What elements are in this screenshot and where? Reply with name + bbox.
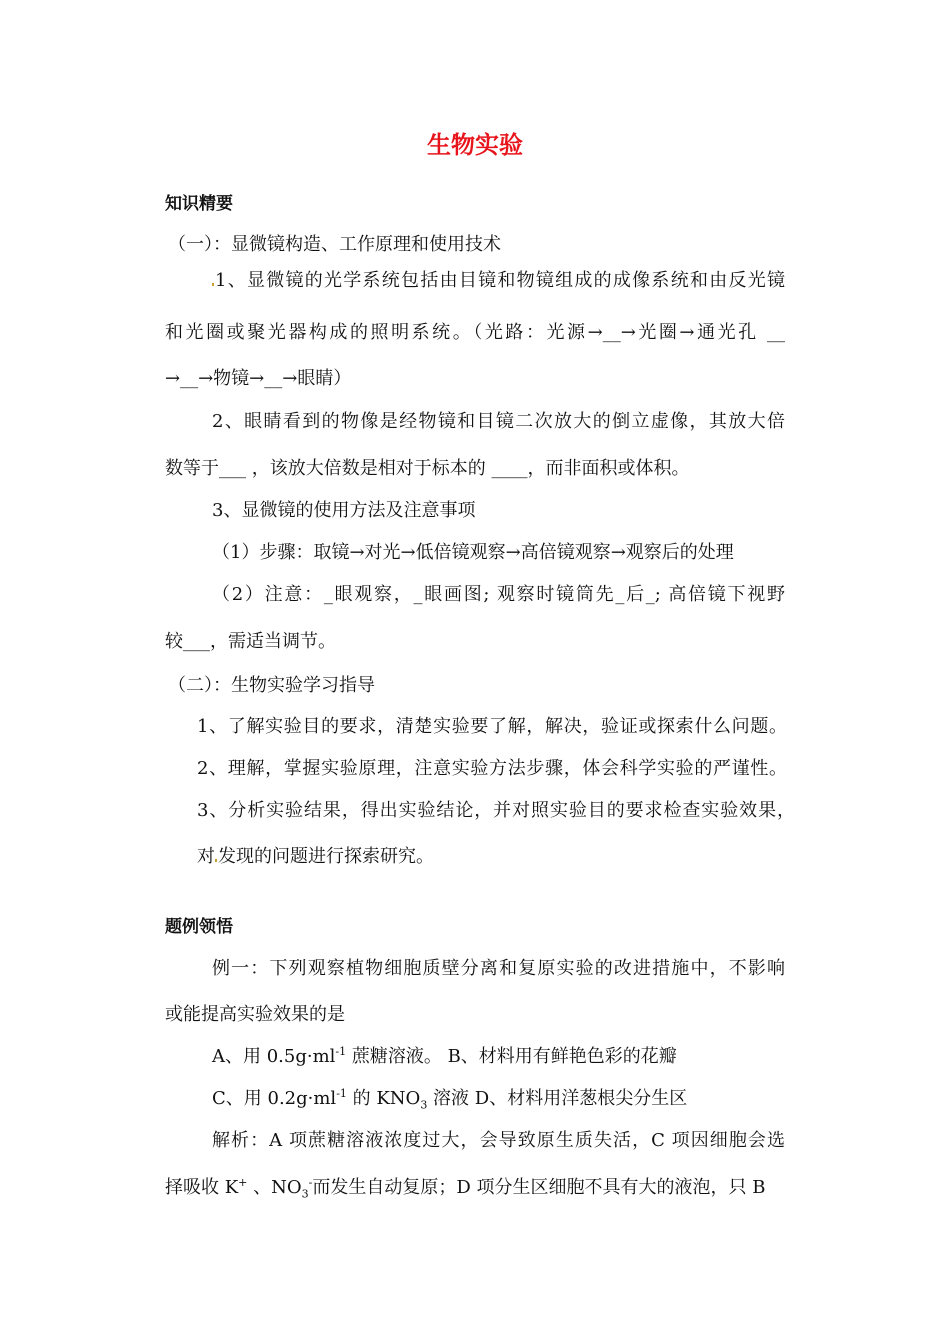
p2-line2: 数等于___ ，该放大倍数是相对于标本的 ____，而非面积或体积。 — [165, 458, 690, 479]
guide-item-3-line2-b: 发现的问题进行探索研究。 — [218, 846, 434, 867]
question-line1: 例一：下列观察植物细胞质壁分离和复原实验的改进措施中，不影响 — [212, 958, 785, 979]
part1-title: （一）：显微镜构造、工作原理和使用技术 — [168, 234, 501, 255]
answer-line2-b: 、NO — [247, 1177, 302, 1198]
question-line2: 或能提高实验效果的是 — [165, 1004, 345, 1025]
option-c-text: C、用 0.2g·ml — [212, 1088, 337, 1109]
answer-line2-a: 择吸收 K — [165, 1177, 239, 1198]
answer-line2-sub: 3 — [301, 1187, 309, 1201]
option-a-sup: -1 — [335, 1045, 347, 1058]
answer-line1: 解析：A 项蔗糖溶液浓度过大，会导致原生质失活，C 项因细胞会选 — [212, 1130, 785, 1151]
answer-line2-sup: + — [238, 1176, 248, 1189]
options-c-d — [212, 1088, 687, 1110]
p3-step1: （1）步骤：取镜→对光→低倍镜观察→高倍镜观察→观察后的处理 — [212, 542, 734, 563]
p2-line1: 2、眼睛看到的物像是经物镜和目镜二次放大的倒立虚像，其放大倍 — [212, 411, 785, 432]
p1-line3: →__→物镜→__→眼睛） — [165, 368, 352, 389]
p3-step2-line1: （2）注意：_眼观察，_眼画图; 观察时镜筒先_后_; 高倍镜下视野 — [212, 584, 785, 605]
edit-mark-icon — [215, 859, 217, 862]
options-a-b — [212, 1046, 677, 1068]
option-c-sub: 3 — [420, 1098, 428, 1112]
answer-line2-sup2: - — [308, 1176, 313, 1189]
guide-item-1: 1、了解实验目的要求，清楚实验要了解，解决，验证或探索什么问题。 — [197, 716, 787, 737]
p3-step2-line2: 较___，需适当调节。 — [165, 631, 336, 652]
option-c-text-b: 的 KNO — [346, 1088, 421, 1109]
answer-line2-c: 而发生自动复原；D 项分生区细胞不具有大的液泡，只 B — [312, 1177, 766, 1198]
guide-item-3-line2 — [197, 846, 434, 868]
option-c-sup: -1 — [336, 1087, 347, 1100]
answer-line2 — [165, 1177, 765, 1199]
page-title: 生物实验 — [427, 131, 523, 159]
option-a-b-text: 蔗糖溶液。 B、材料用有鲜艳色彩的花瓣 — [346, 1046, 677, 1067]
option-c-d-text: 溶液 D、材料用洋葱根尖分生区 — [427, 1088, 688, 1109]
p1-line2: 和光圈或聚光器构成的照明系统。（光路：光源→__→光圈→通光孔 __ — [165, 322, 785, 343]
p1-line1-text: 1、显微镜的光学系统包括由目镜和物镜组成的成像系统和由反光镜 — [215, 270, 785, 291]
guide-item-3-line1: 3、分析实验结果，得出实验结论，并对照实验目的要求检查实验效果， — [197, 800, 795, 821]
part2-title: （二）：生物实验学习指导 — [168, 675, 375, 696]
p3-line1: 3、显微镜的使用方法及注意事项 — [212, 500, 476, 521]
section-heading-knowledge: 知识精要 — [165, 194, 233, 214]
section-heading-examples: 题例领悟 — [165, 917, 233, 937]
p1-line1 — [212, 270, 785, 292]
option-a-text: A、用 0.5g·ml — [212, 1046, 336, 1067]
guide-item-2: 2、理解，掌握实验原理，注意实验方法步骤，体会科学实验的严谨性。 — [197, 758, 787, 779]
guide-item-3-line2-a: 对 — [197, 846, 215, 867]
edit-mark-icon — [212, 283, 214, 286]
